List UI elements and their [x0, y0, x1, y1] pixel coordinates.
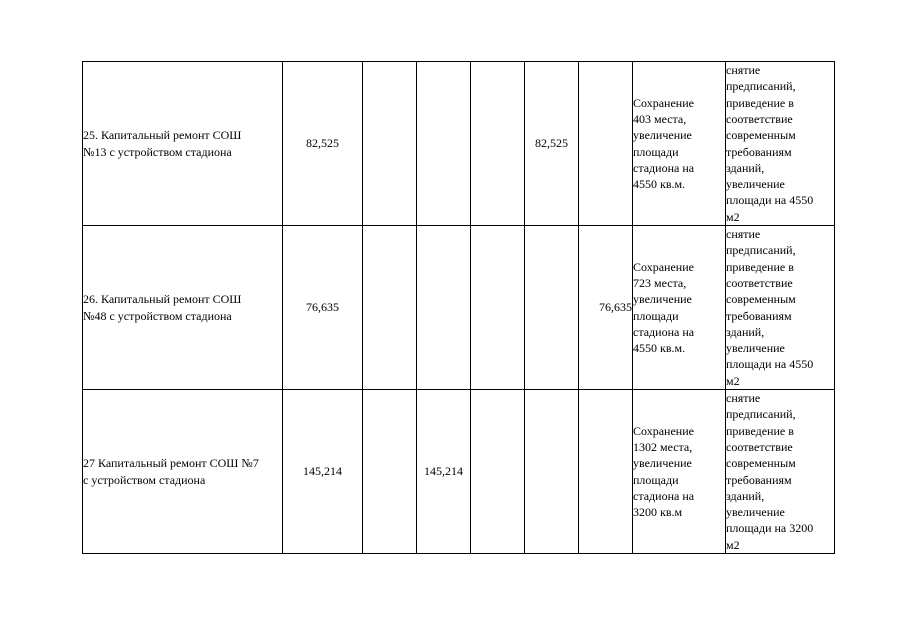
goal-line: зданий,	[726, 488, 765, 503]
result-line: площади	[633, 144, 679, 159]
goal-line: м2	[726, 537, 740, 552]
goal-line: предписаний,	[726, 243, 796, 258]
year-cell: 76,635	[579, 226, 633, 390]
goal-line: соответствие	[726, 275, 793, 290]
total-cell: 82,525	[283, 62, 363, 226]
result-line: стадиона на	[633, 160, 695, 175]
goal-line: требованиям	[726, 308, 792, 323]
year-cell	[471, 62, 525, 226]
activity-name-line: 26. Капитальный ремонт СОШ	[83, 292, 242, 307]
activity-name-cell	[83, 390, 283, 554]
result-line: 403 места,	[633, 111, 687, 126]
goal-line: увеличение	[726, 341, 785, 356]
total-cell: 76,635	[283, 226, 363, 390]
result-cell	[633, 226, 726, 390]
result-line: Сохранение	[633, 423, 694, 438]
table-body	[83, 62, 835, 554]
year-cell: 145,214	[417, 390, 471, 554]
year-cell: 82,525	[525, 62, 579, 226]
goal-line: соответствие	[726, 111, 793, 126]
year-cell	[471, 226, 525, 390]
result-line: Сохранение	[633, 259, 694, 274]
table-row	[83, 390, 835, 554]
goal-line: требованиям	[726, 472, 792, 487]
result-line: 3200 кв.м	[633, 505, 683, 520]
activity-name-line: №48 с устройством стадиона	[83, 308, 232, 323]
result-line: 4550 кв.м.	[633, 341, 686, 356]
goal-line: современным	[726, 128, 796, 143]
year-cell	[363, 62, 417, 226]
goal-line: современным	[726, 456, 796, 471]
year-cell	[471, 390, 525, 554]
result-line: 1302 места,	[633, 439, 693, 454]
year-cell	[417, 226, 471, 390]
result-line: 4550 кв.м.	[633, 177, 686, 192]
year-cell	[525, 390, 579, 554]
goal-line: снятие	[726, 391, 761, 406]
total-cell: 145,214	[283, 390, 363, 554]
year-cell	[363, 390, 417, 554]
result-cell	[633, 62, 726, 226]
goal-line: предписаний,	[726, 79, 796, 94]
goal-line: площади на 4550	[726, 357, 814, 372]
result-line: Сохранение	[633, 95, 694, 110]
goal-line: увеличение	[726, 177, 785, 192]
goal-line: зданий,	[726, 160, 765, 175]
activity-name-cell	[83, 62, 283, 226]
activity-name-cell	[83, 226, 283, 390]
year-cell	[579, 62, 633, 226]
goal-line: площади на 3200	[726, 521, 814, 536]
goal-line: зданий,	[726, 324, 765, 339]
table-row	[83, 226, 835, 390]
table-row	[83, 62, 835, 226]
result-line: увеличение	[633, 292, 692, 307]
goal-cell	[726, 62, 835, 226]
year-cell	[525, 226, 579, 390]
goal-line: м2	[726, 373, 740, 388]
activity-name-line: 27 Капитальный ремонт СОШ №7	[83, 456, 259, 471]
activity-name-line: 25. Капитальный ремонт СОШ	[83, 128, 242, 143]
program-table	[82, 61, 835, 554]
goal-line: приведение в	[726, 423, 794, 438]
result-cell	[633, 390, 726, 554]
goal-line: площади на 4550	[726, 193, 814, 208]
year-cell	[363, 226, 417, 390]
goal-line: приведение в	[726, 95, 794, 110]
activity-name-line: №13 с устройством стадиона	[83, 144, 232, 159]
goal-cell	[726, 390, 835, 554]
goal-line: приведение в	[726, 259, 794, 274]
goal-cell	[726, 226, 835, 390]
result-line: 723 места,	[633, 275, 687, 290]
activity-name-line: с устройством стадиона	[83, 472, 206, 487]
result-line: увеличение	[633, 128, 692, 143]
goal-line: снятие	[726, 227, 761, 242]
year-cell	[579, 390, 633, 554]
year-cell	[417, 62, 471, 226]
result-line: увеличение	[633, 456, 692, 471]
result-line: стадиона на	[633, 488, 695, 503]
goal-line: предписаний,	[726, 407, 796, 422]
goal-line: снятие	[726, 63, 761, 78]
goal-line: современным	[726, 292, 796, 307]
goal-line: увеличение	[726, 505, 785, 520]
result-line: площади	[633, 472, 679, 487]
result-line: площади	[633, 308, 679, 323]
result-line: стадиона на	[633, 324, 695, 339]
goal-line: м2	[726, 209, 740, 224]
goal-line: соответствие	[726, 439, 793, 454]
goal-line: требованиям	[726, 144, 792, 159]
